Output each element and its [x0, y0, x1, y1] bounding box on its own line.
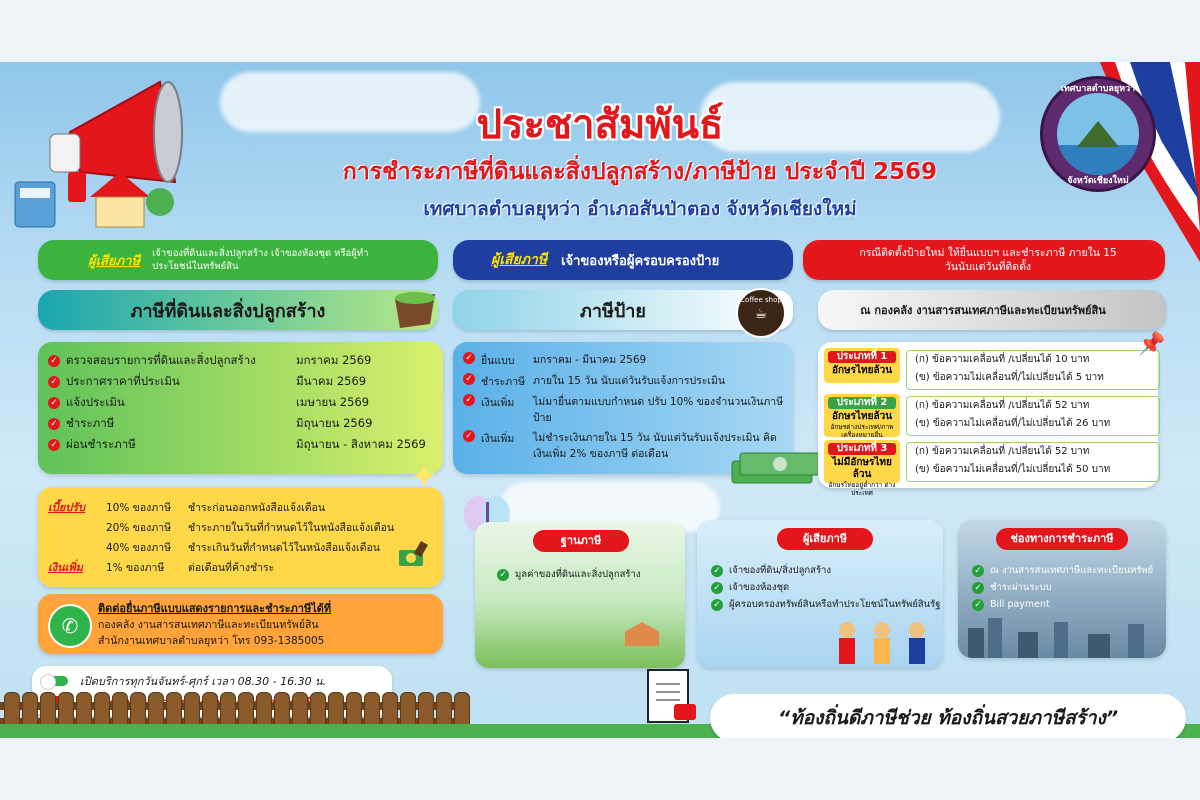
land-step-item: ประกาศราคาที่ประเมิน — [66, 373, 180, 388]
payer-item — [711, 562, 941, 579]
land-step-date: มกราคม 2569 — [296, 352, 372, 367]
land-step-item: แจ้งประเมิน — [66, 394, 125, 409]
sign-type-rate-b: (ข) ข้อความไม่เคลื่อนที่/ไม่เปลี่ยนได้ 50 บาท — [915, 464, 1111, 475]
payer-item-text: ผู้ครอบครองทรัพย์สินหรือทำประโยชน์ในทรัพย์สินรัฐ — [729, 599, 941, 610]
penalty-rate: 10% ของภาษี — [106, 501, 172, 514]
channel-item — [972, 579, 1162, 596]
sign-type-rate-b: (ข) ข้อความไม่เคลื่อนที่/ไม่เปลี่ยนได้ 26 บาท — [915, 418, 1111, 429]
house-icon — [625, 622, 659, 646]
check-icon: ✓ — [463, 394, 475, 406]
penalty-text: ชำระภายในวันที่กำหนดไว้ในหนังสือแจ้งเตือน — [188, 521, 395, 534]
land-title-pill — [38, 290, 438, 330]
sign-type-rate-b: (ข) ข้อความไม่เคลื่อนที่/ไม่เปลี่ยนได้ 5 บาท — [915, 372, 1104, 383]
sign-type-rate-a: (ก) ข้อความเคลื่อนที่ /เปลี่ยนได้ 10 บาท — [915, 354, 1090, 365]
land-step-row — [48, 413, 438, 434]
sign-type-rates — [906, 442, 1160, 482]
channel-item — [972, 562, 1162, 579]
penalty-row — [48, 537, 438, 557]
sign-row-key: เงินเพิ่ม — [481, 433, 515, 445]
sign-type-note: อักษรต่างประเทศ/ภาพ เครื่องหมายอื่น — [830, 423, 894, 439]
channels-card — [958, 520, 1166, 658]
penalty-label: เบี้ยปรับ — [48, 501, 86, 514]
penalty-rate: 1% ของภาษี — [106, 561, 165, 574]
sign-type-rates — [906, 350, 1160, 390]
land-step-row — [48, 434, 438, 455]
seal-top-text: เทศบาลตำบลยุหว่า — [1060, 84, 1136, 94]
sign-row-value: ไม่ชำระเงินภายใน 15 วัน นับแต่วันรับแจ้งประเมิน คิดเงินเพิ่ม 2% ของภาษี ต่อเดือน — [533, 432, 777, 460]
hours-line1: เปิดบริการทุกวันจันทร์-ศุกร์ เวลา 08.30 - 16.30 น. — [80, 675, 327, 688]
check-icon: ✓ — [972, 582, 984, 594]
check-icon: ✓ — [463, 430, 475, 442]
payer-item-text: เจ้าของที่ดิน/สิ่งปลูกสร้าง — [729, 565, 832, 576]
sign-row-key: ยื่นแบบ — [481, 355, 515, 367]
money-bag-icon — [395, 540, 431, 576]
check-icon: ✓ — [48, 439, 60, 451]
contact-line1: กองคลัง งานสารสนเทศภาษีและทะเบียนทรัพย์สิน — [98, 619, 319, 631]
land-steps-card — [38, 342, 443, 474]
check-icon: ✓ — [48, 355, 60, 367]
penalty-text: ชำระเกินวันที่กำหนดไว้ในหนังสือแจ้งเตือน — [188, 541, 380, 554]
land-step-date: มิถุนายน 2569 — [296, 415, 373, 430]
land-title: ภาษีที่ดินและสิ่งปลูกสร้าง — [130, 300, 326, 322]
penalty-rate: 20% ของภาษี — [106, 521, 172, 534]
newsign-notice: กรณีติดตั้งป้ายใหม่ ให้ยื่นแบบฯ และชำระภาษี ภายใน 15 วันนับแต่วันที่ติดตั้ง — [859, 247, 1117, 273]
slogan: “ท้องถิ่นดีภาษีช่วย ท้องถิ่นสวยภาษีสร้าง” — [777, 707, 1119, 729]
newsign-office-pill — [818, 290, 1166, 330]
sign-row-value: มกราคม - มีนาคม 2569 — [533, 354, 647, 366]
channel-item-text: Bill payment — [990, 599, 1050, 610]
poster — [0, 62, 1200, 738]
land-step-item: ผ่อนชำระภาษี — [66, 436, 136, 451]
page-title: ประชาสัมพันธ์ — [476, 102, 724, 148]
phone-icon: ✆ — [48, 604, 92, 648]
contact-card — [38, 594, 443, 654]
land-step-item: ชำระภาษี — [66, 415, 115, 430]
land-step-item: ตรวจสอบรายการที่ดินและสิ่งปลูกสร้าง — [66, 352, 256, 367]
sign-row — [463, 373, 788, 390]
sign-type-rate-a: (ก) ข้อความเคลื่อนที่ /เปลี่ยนได้ 52 บาท — [915, 400, 1090, 411]
channels-title: ช่องทางการชำระภาษี — [996, 528, 1128, 550]
base-title: ฐานภาษี — [533, 530, 629, 552]
seal-bottom-text: จังหวัดเชียงใหม่ — [1067, 176, 1129, 186]
sign-type-name: ประเภทที่ 3 — [828, 443, 896, 455]
sign-row-value: ภายใน 15 วัน นับแต่วันรับแจ้งการประเมิน — [533, 375, 726, 387]
penalty-row — [48, 557, 438, 577]
penalty-card — [38, 487, 443, 587]
sign-type-desc: ไม่มีอักษรไทยล้วน — [832, 457, 892, 480]
check-icon: ✓ — [48, 376, 60, 388]
sign-type-desc: อักษรไทยล้วน — [831, 411, 893, 422]
channel-item-text: ณ งานสารสนเทศภาษีและทะเบียนทรัพย์ — [990, 565, 1154, 576]
sign-type-rate-a: (ก) ข้อความเคลื่อนที่ /เปลี่ยนได้ 52 บาท — [915, 446, 1090, 457]
sign-types-card — [818, 342, 1158, 497]
sign-taxpayer-pill — [453, 240, 793, 280]
sign-type-badge — [824, 440, 900, 497]
city-skyline — [958, 618, 1166, 658]
land-step-row — [48, 350, 438, 371]
pin-icon: 📌 — [1138, 332, 1166, 357]
sign-row-value: ไม่มายื่นตามแบบกำหนด ปรับ 10% ของจำนวนเงินภาษีป้าย — [533, 396, 784, 424]
people-illustration — [827, 620, 937, 666]
contact-heading: ติดต่อยื่นภาษีแบบแสดงรายการและชำระภาษีได้ที่ — [98, 602, 332, 615]
payers-title: ผู้เสียภาษี — [777, 528, 873, 550]
land-taxpayer-text: เจ้าของที่ดินและสิ่งปลูกสร้าง เจ้าของห้องชุด หรือผู้ทำประโยชน์ในทรัพย์สิน — [152, 248, 369, 272]
sign-type-badge — [824, 348, 900, 383]
sparkle-icon: ✦ — [410, 457, 439, 497]
payer-item — [711, 579, 941, 596]
land-taxpayer-pill — [38, 240, 438, 280]
channel-item — [972, 596, 1162, 613]
base-card — [475, 522, 685, 668]
check-icon: ✓ — [48, 397, 60, 409]
sign-title: ภาษีป้าย — [580, 300, 646, 322]
base-item: มูลค่าของที่ดินและสิ่งปลูกสร้าง — [515, 569, 641, 580]
sign-row — [463, 352, 788, 369]
land-step-date: มิถุนายน - สิงหาคม 2569 — [296, 436, 426, 451]
sign-type-desc: อักษรไทยล้วน — [831, 365, 893, 376]
rock-icon — [390, 284, 440, 332]
land-step-row — [48, 392, 438, 413]
check-icon: ✓ — [711, 582, 723, 594]
toggle-on-icon — [42, 676, 68, 686]
check-icon: ✓ — [972, 599, 984, 611]
contact-line2: สำนักงานเทศบาลตำบลยุหว่า โทร 093-1385005 — [98, 635, 325, 647]
sign-row-key: เงินเพิ่ม — [481, 397, 515, 409]
check-icon: ✓ — [463, 352, 475, 364]
penalty-row — [48, 517, 438, 537]
newsign-office: ณ กองคลัง งานสารสนเทศภาษีและทะเบียนทรัพย์สิน — [860, 304, 1106, 317]
channel-item-text: ชำระผ่านระบบ — [990, 582, 1052, 593]
payers-card — [697, 520, 943, 668]
penalty-text: ต่อเดือนที่ค้างชำระ — [188, 561, 275, 574]
check-icon: ✓ — [497, 569, 509, 581]
penalty-label: เงินเพิ่ม — [48, 561, 83, 574]
check-icon: ✓ — [48, 418, 60, 430]
check-icon: ✓ — [711, 565, 723, 577]
land-taxpayer-label: ผู้เสียภาษี — [88, 253, 141, 269]
org-name: เทศบาลตำบลยุหว่า อำเภอสันป่าตอง จังหวัดเชียงใหม่ — [423, 198, 857, 220]
check-icon: ✓ — [711, 599, 723, 611]
payer-item — [711, 596, 941, 613]
sign-type-note: อักษรไทยอยู่ต่ำกว่า ต่างประเทศ — [828, 481, 896, 497]
sign-row-key: ชำระภาษี — [481, 376, 526, 388]
penalty-rate: 40% ของภาษี — [106, 541, 172, 554]
slogan-pill — [710, 694, 1186, 738]
page-subtitle: การชำระภาษีที่ดินและสิ่งปลูกสร้าง/ภาษีป้าย ประจำปี 2569 — [342, 159, 938, 185]
penalty-text: ชำระก่อนออกหนังสือแจ้งเตือน — [188, 501, 325, 514]
land-step-date: มีนาคม 2569 — [296, 373, 367, 388]
land-step-row — [48, 371, 438, 392]
payer-item-text: เจ้าของห้องชุด — [729, 582, 790, 593]
sign-type-name: ประเภทที่ 1 — [828, 351, 896, 363]
sign-row — [463, 394, 788, 426]
penalty-row — [48, 497, 438, 517]
sign-type-rates — [906, 396, 1160, 436]
sign-type-badge — [824, 394, 900, 437]
check-icon: ✓ — [972, 565, 984, 577]
sign-type-name: ประเภทที่ 2 — [828, 397, 896, 409]
sign-taxpayer-text: เจ้าของหรือผู้ครอบครองป้าย — [561, 253, 720, 269]
check-icon: ✓ — [463, 373, 475, 385]
money-stack-icon — [730, 447, 822, 487]
newsign-notice-pill — [803, 240, 1165, 280]
sign-taxpayer-label: ผู้เสียภาษี — [491, 252, 548, 268]
coffee-cup-icon: Coffee shop ☕ — [736, 288, 786, 338]
land-step-date: เมษายน 2569 — [296, 394, 370, 409]
document-icon — [640, 666, 700, 728]
